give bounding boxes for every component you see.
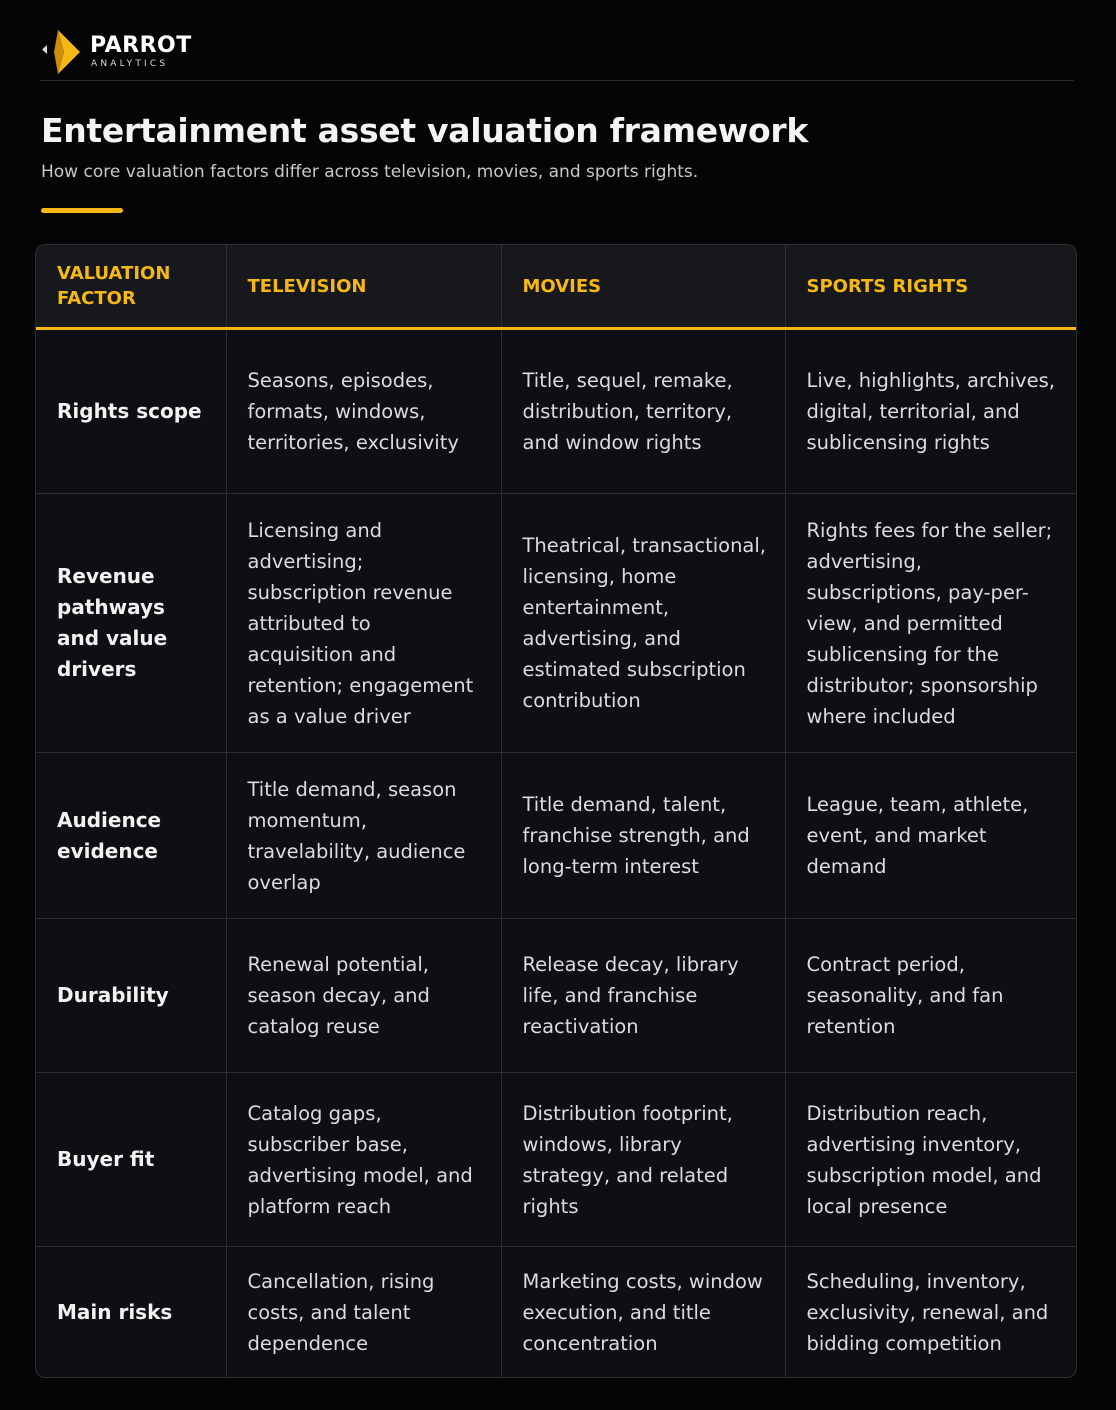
cell-sports-rights: Distribution reach, advertising inventory, subscription model, and local presence [785, 1073, 1077, 1247]
cell-television: Renewal potential, season decay, and catalog reuse [226, 919, 501, 1073]
cell-movies: Title demand, talent, franchise strength, and long-term interest [501, 753, 785, 919]
valuation-table [35, 244, 1077, 1378]
header-television: TELEVISION [226, 245, 501, 329]
accent-bar [41, 208, 123, 213]
cell-movies: Theatrical, transactional, licensing, home entertainment, advertising, and estimated subscription contribution [501, 494, 785, 753]
row-factor: Durability [36, 919, 226, 1073]
cell-sports-rights: Live, highlights, archives, digital, territorial, and sublicensing rights [785, 329, 1077, 494]
header-movies: MOVIES [501, 245, 785, 329]
table-row [36, 494, 1077, 753]
table-row [36, 329, 1077, 494]
page-title: Entertainment asset valuation framework [41, 111, 808, 150]
row-factor: Main risks [36, 1247, 226, 1378]
cell-movies: Distribution footprint, windows, library strategy, and related rights [501, 1073, 785, 1247]
row-factor: Audience evidence [36, 753, 226, 919]
cell-movies: Release decay, library life, and franchise reactivation [501, 919, 785, 1073]
header-sports-rights: SPORTS RIGHTS [785, 245, 1077, 329]
cell-television: Cancellation, rising costs, and talent dependence [226, 1247, 501, 1378]
table-header-row [36, 245, 1077, 329]
cell-movies: Title, sequel, remake, distribution, territory, and window rights [501, 329, 785, 494]
cell-sports-rights: Contract period, seasonality, and fan retention [785, 919, 1077, 1073]
page-subtitle: How core valuation factors differ across television, movies, and sports rights. [41, 162, 699, 182]
header-divider [40, 80, 1074, 81]
table-row [36, 753, 1077, 919]
cell-sports-rights: Rights fees for the seller; advertising, subscriptions, pay-per-view, and permitted sublicensing for the distributor; sponsorship where included [785, 494, 1077, 753]
brand-subname: ANALYTICS [91, 59, 169, 69]
row-factor: Buyer fit [36, 1073, 226, 1247]
row-factor: Rights scope [57, 399, 202, 423]
cell-television: Catalog gaps, subscriber base, advertising model, and platform reach [226, 1073, 501, 1247]
cell-television: Title demand, season momentum, travelability, audience overlap [226, 753, 501, 919]
table-row [36, 1247, 1077, 1378]
parrot-logo-icon [40, 30, 84, 74]
table-row [36, 919, 1077, 1073]
cell-television: Licensing and advertising; subscription revenue attributed to acquisition and retention; engagement as a value driver [226, 494, 501, 753]
cell-sports-rights: League, team, athlete, event, and market demand [785, 753, 1077, 919]
cell-movies: Marketing costs, window execution, and title concentration [501, 1247, 785, 1378]
table-row [36, 1073, 1077, 1247]
brand-name: PARROT [90, 33, 192, 58]
brand-logo [40, 30, 192, 74]
cell-television: Seasons, episodes, formats, windows, territories, exclusivity [226, 329, 501, 494]
header-valuation-factor: VALUATION FACTOR [36, 245, 226, 329]
row-factor: Revenue pathways and value drivers [36, 494, 226, 753]
cell-sports-rights: Scheduling, inventory, exclusivity, renewal, and bidding competition [785, 1247, 1077, 1378]
